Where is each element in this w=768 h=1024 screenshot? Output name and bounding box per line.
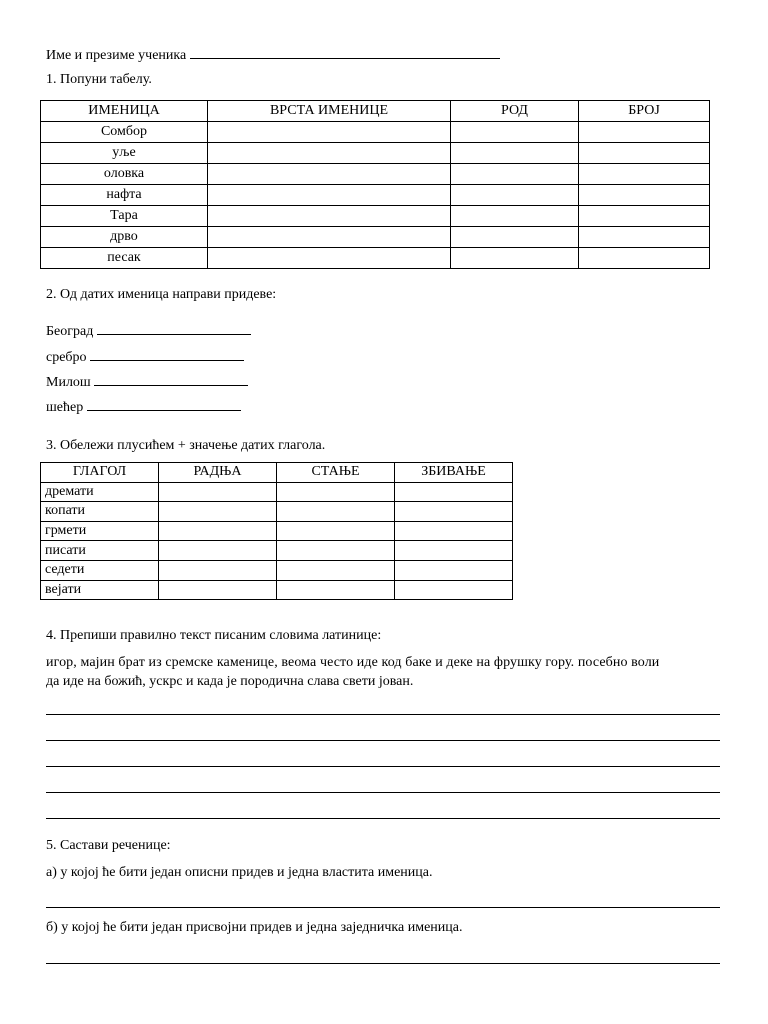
adjective-blank[interactable] [97, 320, 251, 335]
adjective-item-label: сребро [46, 350, 87, 365]
adjective-item-label: Милош [46, 375, 91, 390]
task4-title: 4. Препиши правилно текст писаним словима латинице: [46, 628, 382, 643]
table-row [41, 521, 513, 541]
answer-cell[interactable] [579, 248, 710, 269]
answer-cell[interactable] [451, 206, 579, 227]
answer-cell[interactable] [208, 185, 451, 206]
mark-cell[interactable] [159, 482, 277, 502]
adjective-item-label: шећер [46, 400, 84, 415]
answer-cell[interactable] [208, 122, 451, 143]
header-occurrence: ЗБИВАЊЕ [395, 463, 513, 483]
verb-table [40, 462, 513, 600]
answer-cell[interactable] [451, 122, 579, 143]
writing-line[interactable] [46, 818, 720, 819]
answer-cell[interactable] [579, 206, 710, 227]
verb-cell: писати [41, 541, 159, 561]
table-row [41, 560, 513, 580]
mark-cell[interactable] [395, 580, 513, 600]
mark-cell[interactable] [395, 521, 513, 541]
verb-table-header-row [41, 463, 513, 483]
student-name-blank[interactable] [190, 44, 500, 59]
answer-cell[interactable] [208, 227, 451, 248]
task5-b: б) у којој ће бити један присвојни придев и једна заједничка именица. [46, 920, 463, 935]
noun-cell: дрво [41, 227, 208, 248]
table-row [41, 122, 710, 143]
noun-cell: Тара [41, 206, 208, 227]
header-number: БРОЈ [579, 101, 710, 122]
adjective-item [46, 396, 241, 416]
answer-cell[interactable] [208, 248, 451, 269]
noun-cell: оловка [41, 164, 208, 185]
verb-cell: седети [41, 560, 159, 580]
student-name-row [46, 44, 500, 64]
header-verb: ГЛАГОЛ [41, 463, 159, 483]
table-row [41, 164, 710, 185]
table-row [41, 248, 710, 269]
task2-title: 2. Од датих именица направи придеве: [46, 287, 277, 302]
writing-line[interactable] [46, 714, 720, 715]
student-name-label: Име и презиме ученика [46, 48, 187, 63]
adjective-blank[interactable] [87, 396, 241, 411]
writing-line[interactable] [46, 740, 720, 741]
noun-cell: нафта [41, 185, 208, 206]
adjective-item-label: Београд [46, 324, 94, 339]
task1-title: 1. Попуни табелу. [46, 72, 152, 87]
answer-cell[interactable] [451, 185, 579, 206]
table-row [41, 541, 513, 561]
mark-cell[interactable] [395, 541, 513, 561]
sentence-line-b[interactable] [46, 963, 720, 964]
mark-cell[interactable] [395, 502, 513, 522]
table-row [41, 206, 710, 227]
noun-cell: Сомбор [41, 122, 208, 143]
answer-cell[interactable] [579, 143, 710, 164]
verb-cell: вејати [41, 580, 159, 600]
mark-cell[interactable] [395, 560, 513, 580]
task3-title: 3. Обележи плусићем + значење датих глагола. [46, 438, 326, 453]
writing-line[interactable] [46, 766, 720, 767]
adjective-item [46, 371, 248, 391]
table-row [41, 227, 710, 248]
verb-cell: дремати [41, 482, 159, 502]
task4-text-line1: игор, мајин брат из сремске каменице, веома често иде код баке и деке на фрушку гору. посебно воли [46, 655, 660, 670]
header-gender: РОД [451, 101, 579, 122]
mark-cell[interactable] [277, 502, 395, 522]
header-noun-type: ВРСТА ИМЕНИЦЕ [208, 101, 451, 122]
mark-cell[interactable] [159, 580, 277, 600]
adjective-blank[interactable] [90, 346, 244, 361]
header-noun: ИМЕНИЦА [41, 101, 208, 122]
table-row [41, 482, 513, 502]
answer-cell[interactable] [451, 164, 579, 185]
noun-cell: уље [41, 143, 208, 164]
mark-cell[interactable] [277, 482, 395, 502]
table-row [41, 580, 513, 600]
answer-cell[interactable] [451, 143, 579, 164]
mark-cell[interactable] [277, 541, 395, 561]
mark-cell[interactable] [395, 482, 513, 502]
answer-cell[interactable] [451, 227, 579, 248]
task4-text-line2: да иде на божић, ускрс и када је породична слава свети јован. [46, 674, 414, 689]
mark-cell[interactable] [159, 502, 277, 522]
writing-line[interactable] [46, 792, 720, 793]
mark-cell[interactable] [159, 541, 277, 561]
answer-cell[interactable] [451, 248, 579, 269]
header-action: РАДЊА [159, 463, 277, 483]
sentence-line-a[interactable] [46, 907, 720, 908]
table-row [41, 143, 710, 164]
table-row [41, 185, 710, 206]
answer-cell[interactable] [208, 206, 451, 227]
table-row [41, 502, 513, 522]
answer-cell[interactable] [579, 122, 710, 143]
task5-a: а) у којој ће бити један описни придев и једна властита именица. [46, 865, 433, 880]
noun-table-header-row [41, 101, 710, 122]
mark-cell[interactable] [277, 560, 395, 580]
task5-title: 5. Састави реченице: [46, 838, 171, 853]
mark-cell[interactable] [159, 560, 277, 580]
answer-cell[interactable] [208, 164, 451, 185]
verb-cell: копати [41, 502, 159, 522]
mark-cell[interactable] [277, 521, 395, 541]
noun-table [40, 100, 710, 269]
mark-cell[interactable] [277, 580, 395, 600]
answer-cell[interactable] [579, 164, 710, 185]
header-state: СТАЊЕ [277, 463, 395, 483]
answer-cell[interactable] [579, 185, 710, 206]
verb-cell: грмети [41, 521, 159, 541]
answer-cell[interactable] [579, 227, 710, 248]
answer-cell[interactable] [208, 143, 451, 164]
adjective-blank[interactable] [94, 371, 248, 386]
noun-cell: песак [41, 248, 208, 269]
adjective-item [46, 320, 251, 340]
adjective-item [46, 346, 244, 366]
mark-cell[interactable] [159, 521, 277, 541]
